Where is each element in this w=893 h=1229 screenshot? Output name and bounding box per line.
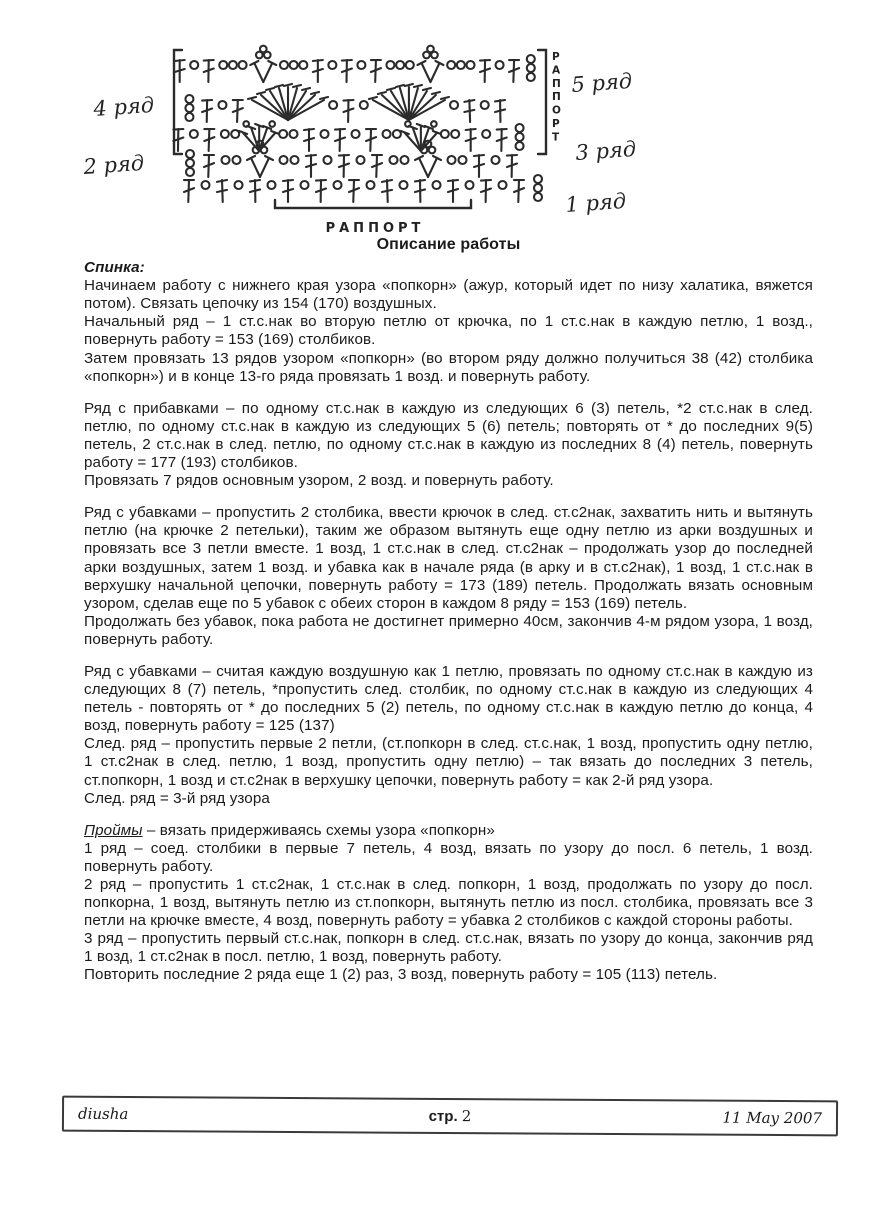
paragraph: Повторить последние 2 ряда еще 1 (2) раз, 3 возд, повернуть работу = 105 (113) петель. (84, 966, 718, 984)
section-lead: Проймы (84, 821, 143, 839)
paragraph: Продолжать без убавок, пока работа не достигнет примерно 40см, закончив 4-м рядом узора, 1 возд, повернуть работу. (84, 612, 813, 648)
rapport-label-vertical (552, 51, 561, 143)
paragraphs-container (84, 259, 813, 984)
paragraph: Ряд с прибавками – по одному ст.с.нак в каждую из следующих 6 (3) петель, *2 ст.с.нак в след. петлю, по одному ст.с.нак в каждую из следующих 5 (6) петель; повторять от * до последних 9(5) петель, 2 ст.с.нак в след. петлю, по одному ст.с.нак в каждую из последних 8 (4) петель, повернуть работу = 177 (193) столбиков. (84, 399, 813, 472)
row-label-4: 4 ряд (92, 92, 155, 121)
stitch-symbols (173, 46, 542, 202)
row-label-5: 5 ряд (570, 68, 633, 97)
footer-box (62, 1096, 838, 1137)
svg-text:Р: Р (552, 118, 560, 130)
svg-text:О: О (552, 104, 561, 117)
svg-text:Р: Р (552, 51, 560, 63)
paragraph: 1 ряд – соед. столбики в первые 7 петель, 4 возд, вязать по узору до посл. 6 петель, 1 возд. повернуть работу. (84, 839, 813, 875)
paragraph: След. ряд = 3-й ряд узора (84, 789, 270, 807)
footer-date: 11 May 2007 (722, 1108, 823, 1128)
page-label: стр. (428, 1107, 458, 1126)
paragraph: Начальный ряд – 1 ст.с.нак во вторую петлю от крючка, по 1 ст.с.нак в каждую петлю, 1 возд., повернуть работу = 153 (169) столбиков. (84, 313, 813, 349)
row-label-2: 2 ряд (82, 150, 145, 179)
paragraph: Провязать 7 рядов основным узором, 2 возд. и повернуть работу. (84, 472, 554, 490)
svg-text:А: А (552, 64, 561, 77)
page-number: 2 (461, 1107, 472, 1126)
footer-author: diusha (77, 1104, 129, 1124)
paragraph: 3 ряд – пропустить первый ст.с.нак, попкорн в след. ст.с.нак, вязать по узору до конца, закончив ряд 1 возд, 1 ст.с2нак в посл. петлю, 1 возд, повернуть работу. (84, 930, 813, 966)
row-label-3: 3 ряд (574, 136, 637, 165)
paragraph: Затем провязать 13 рядов узором «попкорн» (во втором ряду должно получиться 38 (42) столбика «попкорн») и в конце 13-го ряда провязать 1 возд. и повернуть работу. (84, 349, 813, 385)
svg-text:П: П (552, 77, 561, 90)
paragraph: Ряд с убавками – считая каждую воздушную как 1 петлю, провязать по одному ст.с.нак в каждую из следующих 8 (7) петель, *пропустить след. столбик, по одному ст.с.нак в каждую из следующих 4 петель - повторять от * до последних 5 (2) петель, по одному ст.с.нак в каждую петлю до конца, 4 возд, повернуть работу = 125 (137) (84, 662, 813, 735)
svg-text:П: П (552, 91, 561, 104)
svg-text:Т: Т (552, 131, 560, 144)
right-rapport-bracket (538, 50, 546, 154)
paragraph: 2 ряд – пропустить 1 ст.с2нак, 1 ст.с.нак в след. попкорн, 1 возд, продолжать по узору до посл. попкорна, 1 возд, вытянуть петлю из ст.попкорн, вытянуть петлю из посл. столбика, провязать все 3 петли на крючке вместе, 4 возд, повернуть работу = убавка 2 столбиков с каждой стороны работы. (84, 876, 813, 930)
section-heading: Спинка: (84, 259, 145, 277)
paragraph: Начинаем работу с нижнего края узора «попкорн» (ажур, который идет по низу халатика, вяжется потом). Связать цепочку из 154 (170) воздушных. (84, 277, 813, 313)
paragraph: Ряд с убавками – пропустить 2 столбика, ввести крючок в след. ст.с2нак, захватить нить и вытянуть петлю (на крючке 2 петельки), таким же образом вытянуть еще одну петлю из арки воздушных и провязать все 3 петли вместе. 1 возд, 1 ст.с.нак в след. ст.с2нак – продолжать узор до последней арки воздушных, затем 1 возд. и убавка как в начале ряда (в арку и в ст.с2нак), 1 возд, 1 ст.с.нак в верхушку начальной цепочки, повернуть работу = 173 (189) петель. Продолжать вязать основным узором, сделав еще по 5 убавок с обеих сторон в каждом 8 ряду = 153 (169) петель. (84, 504, 813, 612)
bottom-rapport-bracket (275, 200, 471, 208)
paragraph: След. ряд – пропустить первые 2 петли, (ст.попкорн в след. ст.с.нак, 1 возд, пропустить одну петлю, 1 ст.с2нак в след. петлю, 1 возд, пропустить одну петлю) – так вязать до последних 3 петель, ст.попкорн, 1 возд и ст.с2нак в верхушку цепочки, повернуть работу = как 2-й ряд узора. (84, 735, 813, 789)
footer-page-number (326, 1106, 574, 1126)
pattern-text (84, 236, 813, 985)
rapport-label-bottom: РАППОРТ (325, 221, 425, 236)
crochet-chart-svg (70, 34, 710, 244)
page-title: Описание работы (376, 236, 521, 253)
paragraph: Проймы – вязать придерживаясь схемы узора «попкорн» (84, 821, 495, 839)
crochet-chart (70, 34, 710, 244)
row-label-1: 1 ряд (564, 188, 627, 217)
